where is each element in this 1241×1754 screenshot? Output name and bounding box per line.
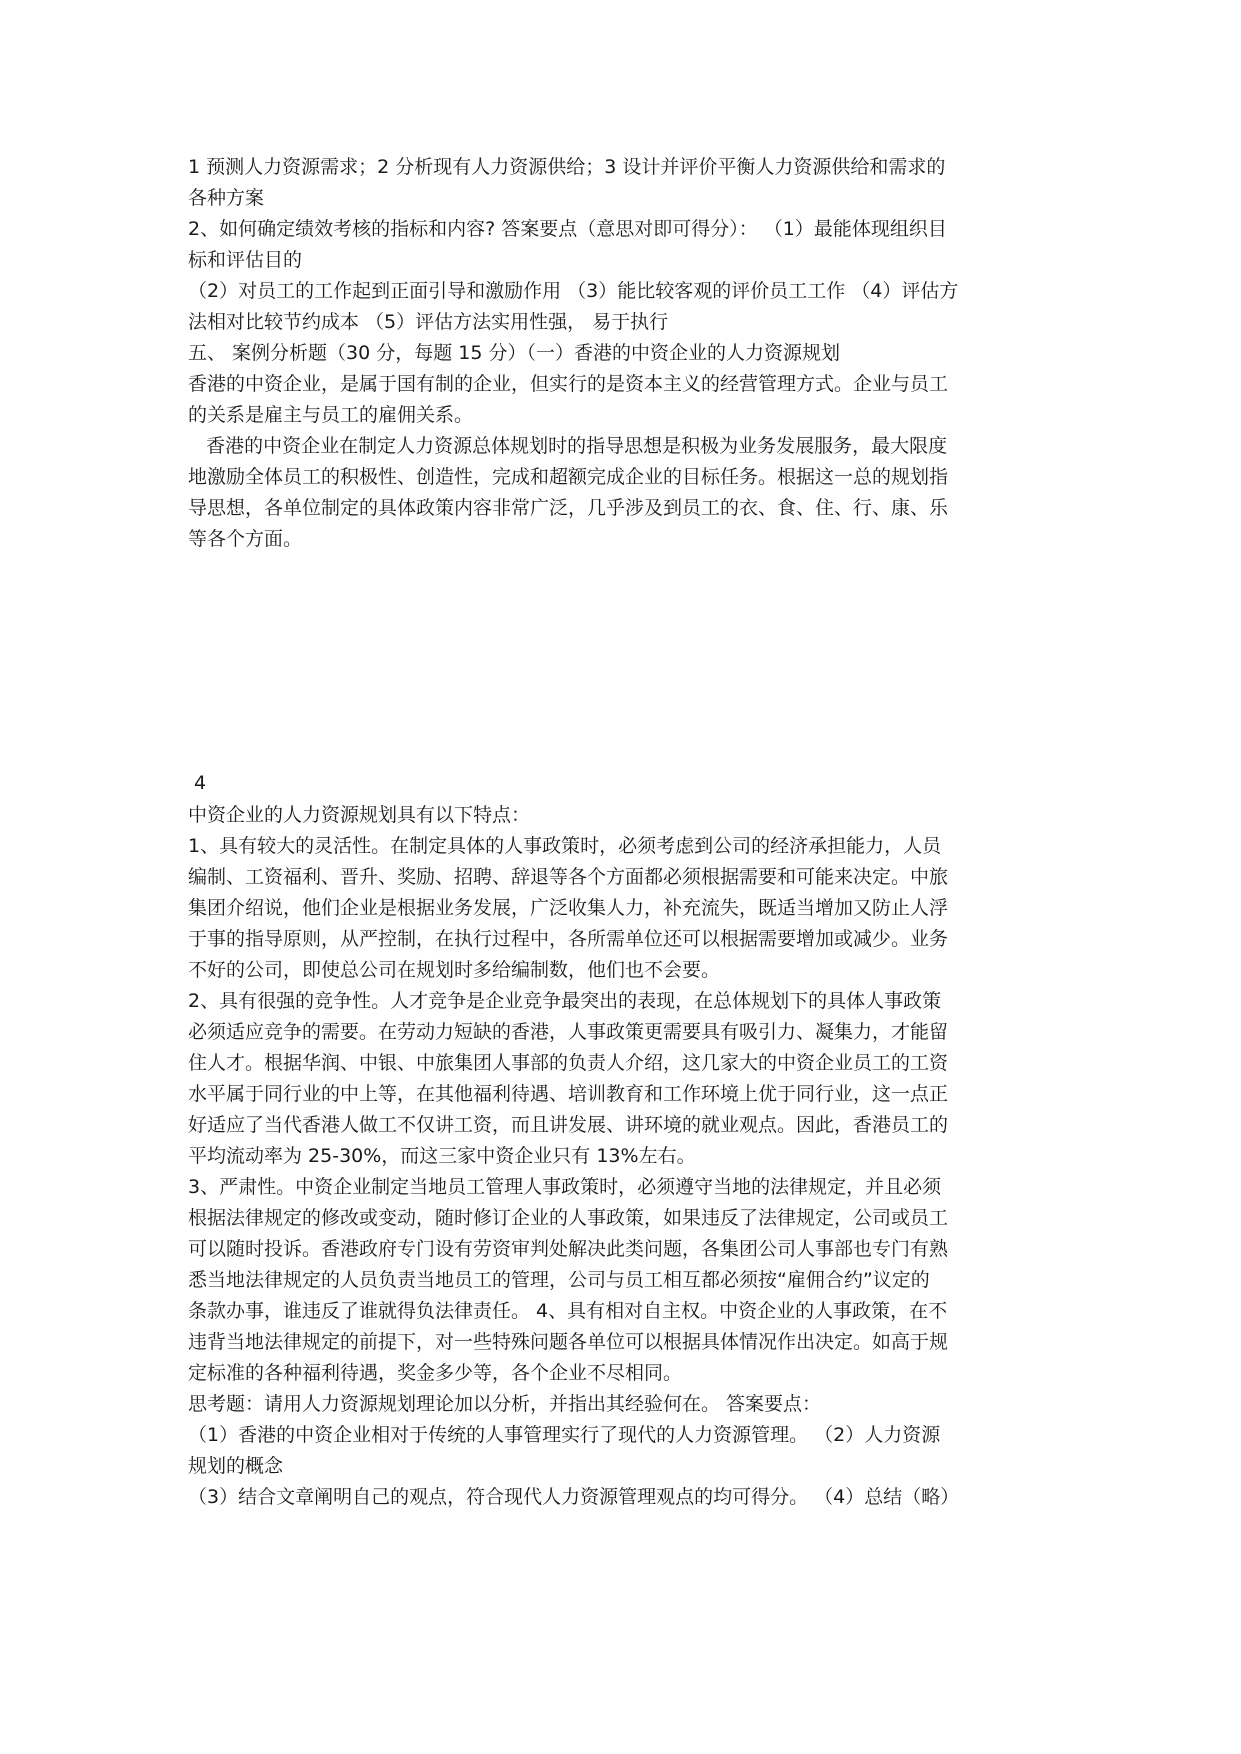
text-line: 住人才。根据华润、中银、中旅集团人事部的负责人介绍，这几家大的中资企业员工的工资: [188, 1052, 949, 1074]
text-line: 标和评估目的: [188, 249, 303, 271]
text-line: 导思想，各单位制定的具体政策内容非常广泛，几乎涉及到员工的衣、食、住、行、康、乐: [188, 497, 949, 519]
text-line: 好适应了当代香港人做工不仅讲工资，而且讲发展、讲环境的就业观点。因此，香港员工的: [188, 1114, 949, 1136]
text-line: 中资企业的人力资源规划具有以下特点：: [188, 804, 531, 826]
text-line: 香港的中资企业，是属于国有制的企业，但实行的是资本主义的经营管理方式。企业与员工: [188, 373, 949, 395]
text-line: 违背当地法律规定的前提下，对一些特殊问题各单位可以根据具体情况作出决定。如高于规: [188, 1331, 949, 1353]
text-line: 3、严肃性。中资企业制定当地员工管理人事政策时，必须遵守当地的法律规定，并且必须: [188, 1176, 942, 1198]
text-line: 必须适应竞争的需要。在劳动力短缺的香港，人事政策更需要具有吸引力、凝集力，才能留: [188, 1021, 949, 1043]
text-line: 规划的概念: [188, 1455, 284, 1477]
text-line: （2）对员工的工作起到正面引导和激励作用 （3）能比较客观的评价员工工作 （4）评估方: [188, 280, 959, 302]
section-heading: 五、 案例分析题（30 分，每题 15 分）（一）香港的中资企业的人力资源规划: [188, 342, 841, 364]
text-line: 不好的公司，即使总公司在规划时多给编制数，他们也不会要。: [188, 959, 721, 981]
page-number: 4: [194, 772, 207, 794]
text-line: 1 预测人力资源需求；2 分析现有人力资源供给；3 设计并评价平衡人力资源供给和需求的: [188, 156, 946, 178]
text-line: 地激励全体员工的积极性、创造性，完成和超额完成企业的目标任务。根据这一总的规划指: [188, 466, 949, 488]
text-line: 根据法律规定的修改或变动，随时修订企业的人事政策，如果违反了法律规定，公司或员工: [188, 1207, 949, 1229]
text-line: 悉当地法律规定的人员负责当地员工的管理，公司与员工相互都必须按“雇佣合约”议定的: [188, 1269, 930, 1291]
text-line: （1）香港的中资企业相对于传统的人事管理实行了现代的人力资源管理。 （2）人力资源: [188, 1424, 941, 1446]
text-line: 1、具有较大的灵活性。在制定具体的人事政策时，必须考虑到公司的经济承担能力，人员: [188, 835, 942, 857]
text-line: （3）结合文章阐明自己的观点，符合现代人力资源管理观点的均可得分。 （4）总结（略）: [188, 1486, 960, 1508]
text-line: 平均流动率为 25-30%，而这三家中资企业只有 13%左右。: [188, 1145, 696, 1167]
text-line: 条款办事，谁违反了谁就得负法律责任。 4、具有相对自主权。中资企业的人事政策，在不: [188, 1300, 948, 1322]
text-line: 的关系是雇主与员工的雇佣关系。: [188, 404, 474, 426]
text-line: 等各个方面。: [188, 528, 303, 550]
top-text-block: [188, 152, 1068, 555]
text-line: 定标准的各种福利待遇，奖金多少等，各个企业不尽相同。: [188, 1362, 683, 1384]
text-line: 香港的中资企业在制定人力资源总体规划时的指导思想是积极为业务发展服务，最大限度: [188, 435, 948, 457]
text-line: 2、具有很强的竞争性。人才竞争是企业竞争最突出的表现，在总体规划下的具体人事政策: [188, 990, 942, 1012]
text-line: 可以随时投诉。香港政府专门设有劳资审判处解决此类问题，各集团公司人事部也专门有熟: [188, 1238, 949, 1260]
text-line: 各种方案: [188, 187, 265, 209]
text-line: 编制、工资福利、晋升、奖励、招聘、辞退等各个方面都必须根据需要和可能来决定。中旅: [188, 866, 949, 888]
bottom-text-block: [188, 769, 1068, 1513]
text-line: 集团介绍说，他们企业是根据业务发展，广泛收集人力，补充流失，既适当增加又防止人浮: [188, 897, 949, 919]
text-line: 于事的指导原则，从严控制，在执行过程中，各所需单位还可以根据需要增加或减少。业务: [188, 928, 949, 950]
text-line: 水平属于同行业的中上等，在其他福利待遇、培训教育和工作环境上优于同行业，这一点正: [188, 1083, 949, 1105]
text-line: 法相对比较节约成本 （5）评估方法实用性强， 易于执行: [188, 311, 669, 333]
spacer-line: [188, 769, 1068, 800]
text-line: 思考题：请用人力资源规划理论加以分析，并指出其经验何在。 答案要点：: [188, 1393, 822, 1415]
text-line: 2、如何确定绩效考核的指标和内容? 答案要点（意思对即可得分）： （1）最能体现组织目: [188, 218, 947, 240]
